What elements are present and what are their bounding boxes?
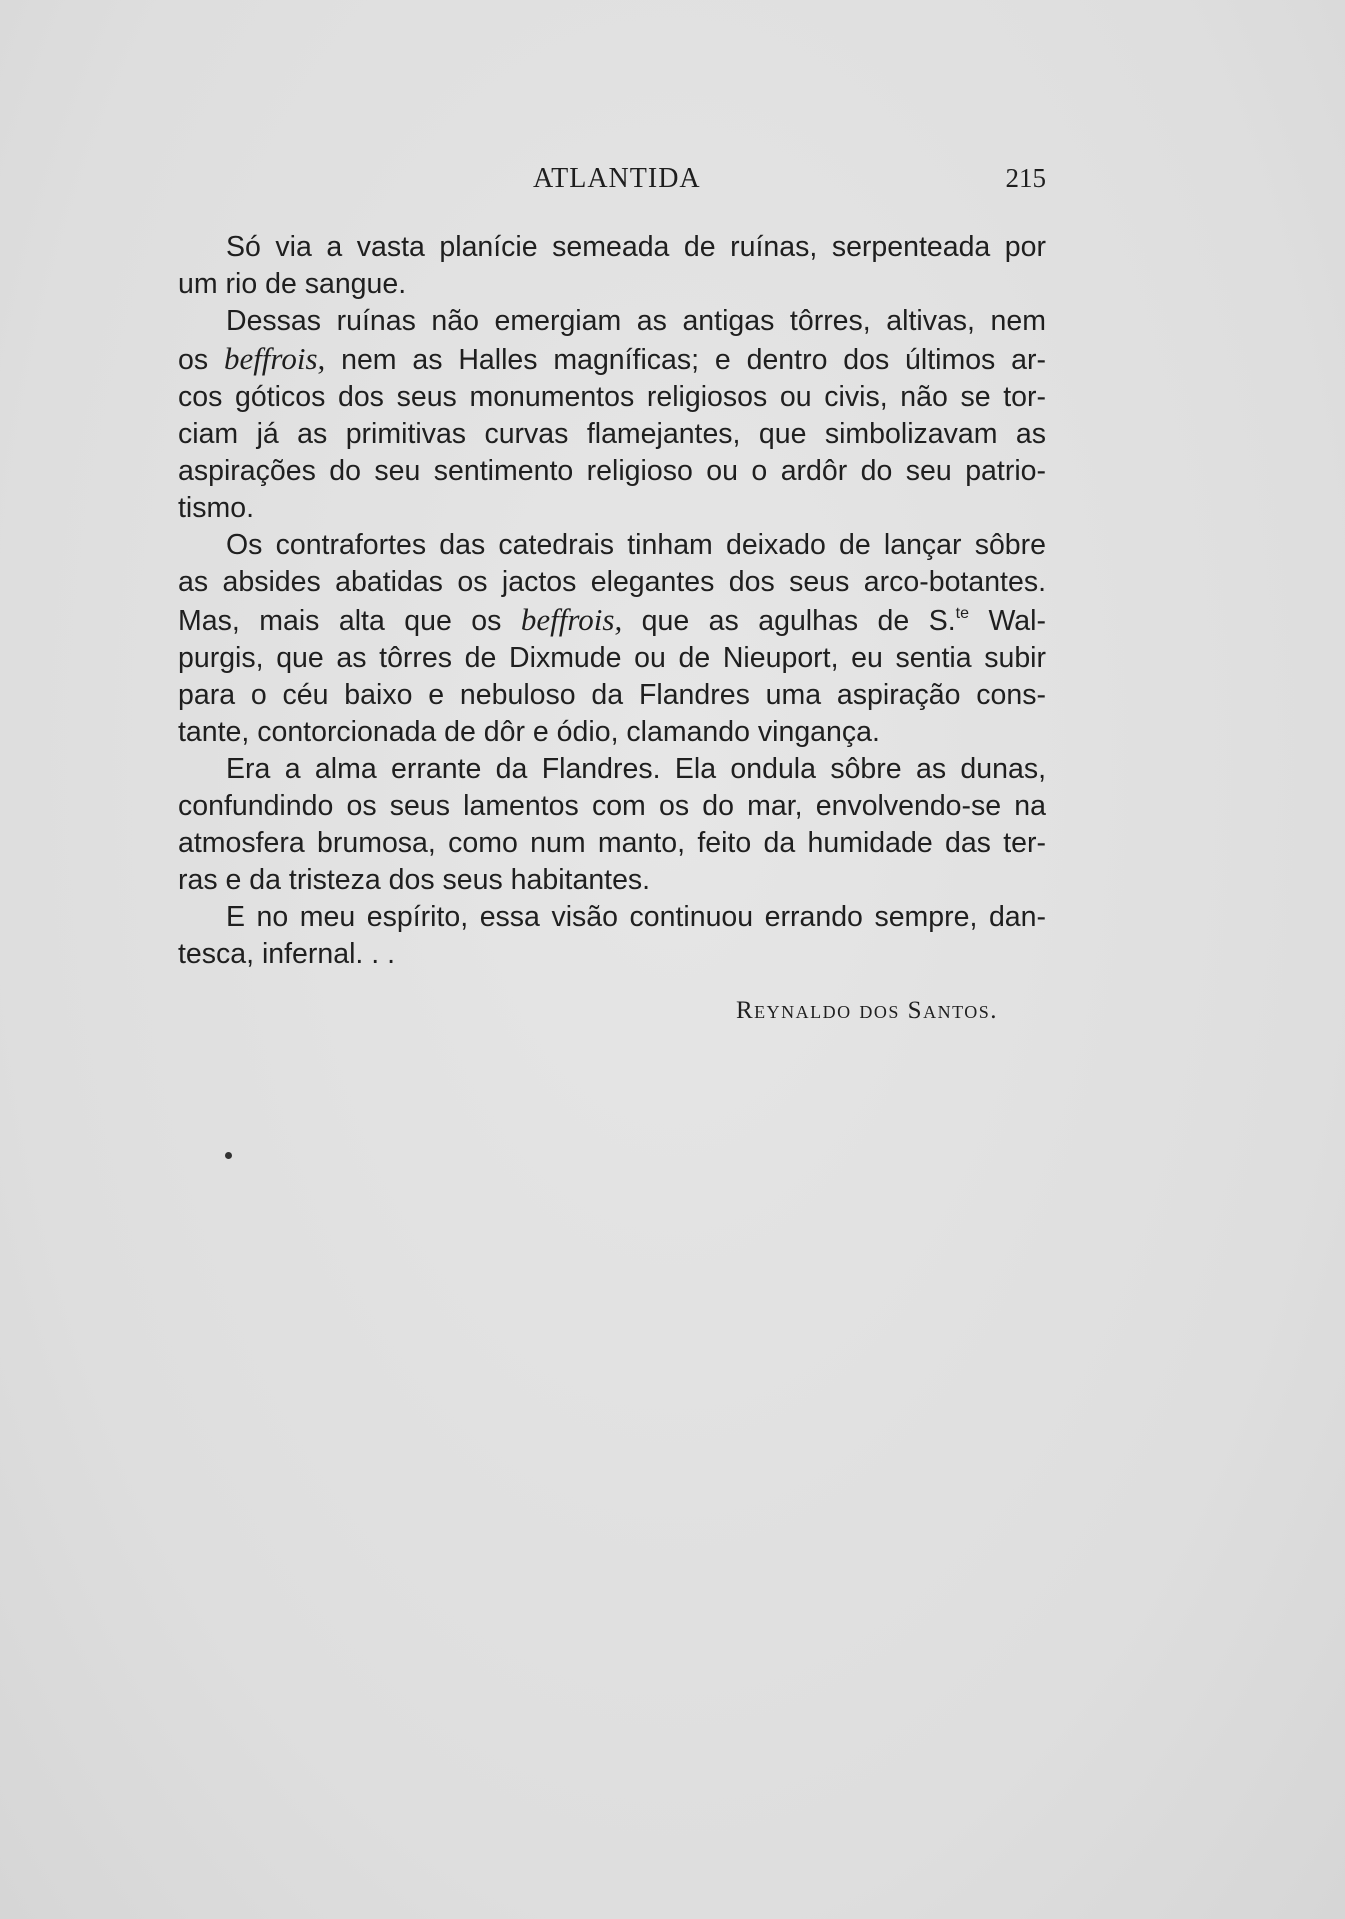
text-line: ras e da tristeza dos seus habitantes.: [178, 864, 651, 896]
paragraph: [178, 527, 1046, 751]
text-line: os beffrois, nem as Halles magníficas; e dentro dos últimos ar-: [178, 341, 1046, 376]
page-number: 215: [1005, 163, 1046, 193]
text-line: Dessas ruínas não emergiam as antigas tôrres, altivas, nem: [226, 305, 1046, 337]
paragraph: [178, 229, 1046, 303]
author-signature: Reynaldo dos Santos.: [736, 997, 999, 1024]
text-line: tesca, infernal. . .: [178, 938, 396, 970]
body-text: [178, 229, 1046, 973]
paragraph: [178, 751, 1046, 899]
text-line: ciam já as primitivas curvas flamejantes, que simbolizavam as: [178, 418, 1046, 450]
text-line: tismo.: [178, 492, 255, 524]
text-line: um rio de sangue.: [178, 268, 407, 300]
text-line: Os contrafortes das catedrais tinham deixado de lançar sôbre: [226, 529, 1046, 561]
ink-speck: [225, 1152, 232, 1159]
text-line: as absides abatidas os jactos elegantes dos seus arco-botantes.: [178, 566, 1046, 598]
text-line: cos góticos dos seus monumentos religiosos ou civis, não se tor-: [178, 381, 1046, 413]
running-title: ATLANTIDA: [533, 163, 701, 194]
text-line: purgis, que as tôrres de Dixmude ou de Nieuport, eu sentia subir: [178, 642, 1046, 674]
text-line: aspirações do seu sentimento religioso ou o ardôr do seu patrio-: [178, 455, 1046, 487]
text-line: Mas, mais alta que os beffrois, que as agulhas de S.$^{te}$ Wal-: [178, 602, 1046, 637]
text-line: Só via a vasta planície semeada de ruínas, serpenteada por: [226, 231, 1046, 263]
text-line: tante, contorcionada de dôr e ódio, clamando vingança.: [178, 716, 880, 748]
text-line: para o céu baixo e nebuloso da Flandres uma aspiração cons-: [178, 679, 1046, 711]
paragraph: [178, 303, 1046, 527]
page-header: [178, 163, 1046, 199]
paragraph: [178, 899, 1046, 973]
text-line: E no meu espírito, essa visão continuou errando sempre, dan-: [226, 901, 1046, 933]
text-line: confundindo os seus lamentos com os do mar, envolvendo-se na: [178, 790, 1046, 822]
text-line: atmosfera brumosa, como num manto, feito da humidade das ter-: [178, 827, 1046, 859]
text-line: Era a alma errante da Flandres. Ela ondula sôbre as dunas,: [226, 753, 1046, 785]
